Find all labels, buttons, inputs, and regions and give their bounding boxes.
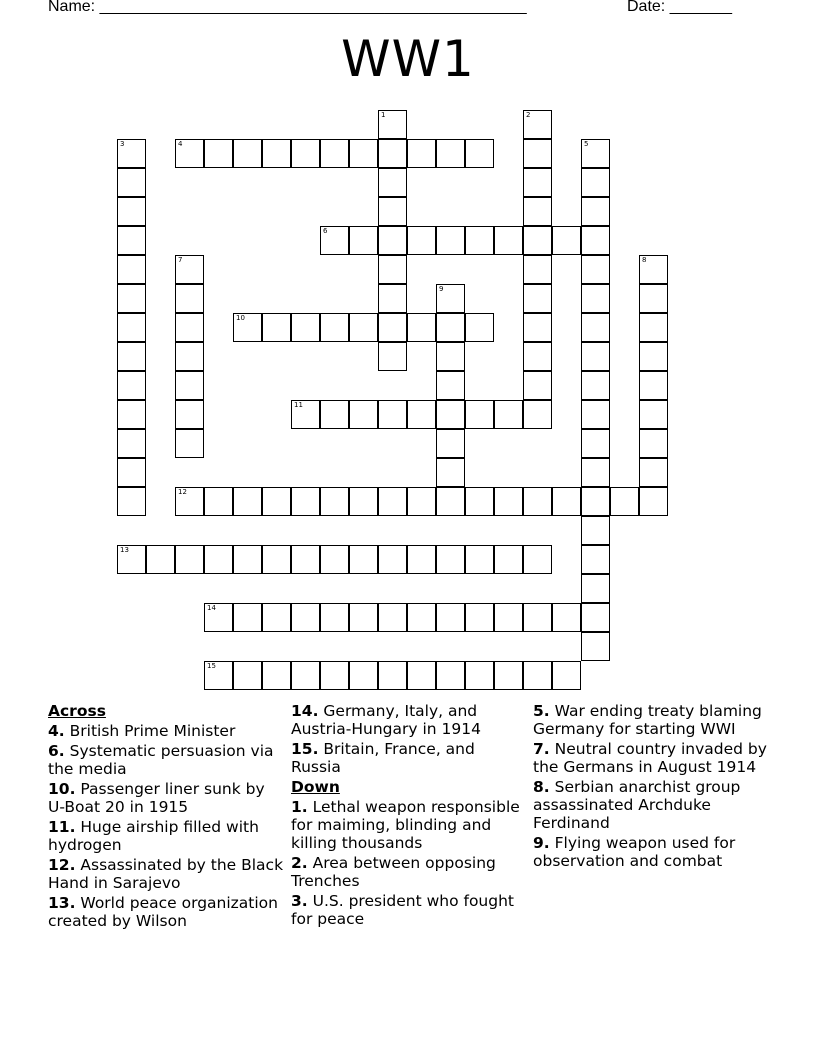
grid-cell[interactable] [378, 255, 407, 284]
grid-cell[interactable] [465, 661, 494, 690]
grid-cell[interactable] [581, 603, 610, 632]
grid-cell[interactable] [204, 545, 233, 574]
cell-number: 14 [207, 604, 216, 612]
grid-cell[interactable] [349, 400, 378, 429]
grid-cell[interactable] [465, 139, 494, 168]
clue-down-7 [533, 740, 769, 776]
grid-cell[interactable] [436, 284, 465, 313]
grid-cell[interactable] [233, 487, 262, 516]
grid-cell[interactable] [262, 545, 291, 574]
grid-cell[interactable] [291, 139, 320, 168]
clue-across-13 [48, 894, 284, 930]
grid-cell[interactable] [262, 487, 291, 516]
grid-cell[interactable] [581, 516, 610, 545]
grid-cell[interactable] [523, 139, 552, 168]
clue-across-14 [291, 702, 527, 738]
grid-cell[interactable] [378, 226, 407, 255]
grid-cell[interactable] [117, 313, 146, 342]
grid-cell[interactable] [320, 313, 349, 342]
grid-cell[interactable] [117, 197, 146, 226]
grid-cell[interactable] [407, 545, 436, 574]
clue-across-11 [48, 818, 284, 854]
clue-text: Serbian anarchist group assassinated Archduke Ferdinand [533, 778, 741, 832]
grid-cell[interactable] [581, 632, 610, 661]
cell-number: 7 [178, 256, 183, 264]
grid-cell[interactable] [262, 139, 291, 168]
grid-cell[interactable] [204, 661, 233, 690]
grid-cell[interactable] [407, 139, 436, 168]
grid-cell[interactable] [175, 255, 204, 284]
grid-cell[interactable] [117, 139, 146, 168]
clue-across-6 [48, 742, 284, 778]
clue-number: 15. [291, 740, 319, 758]
grid-cell[interactable] [581, 458, 610, 487]
clue-text: Lethal weapon responsible for maiming, blinding and killing thousands [291, 798, 520, 852]
grid-cell[interactable] [581, 284, 610, 313]
grid-cell[interactable] [320, 545, 349, 574]
grid-cell[interactable] [494, 226, 523, 255]
page-title: WW1 [341, 30, 475, 88]
clue-number: 14. [291, 702, 319, 720]
grid-cell[interactable] [494, 545, 523, 574]
grid-cell[interactable] [407, 661, 436, 690]
grid-cell[interactable] [639, 487, 668, 516]
grid-cell[interactable] [436, 487, 465, 516]
grid-cell[interactable] [378, 661, 407, 690]
grid-cell[interactable] [523, 400, 552, 429]
grid-cell[interactable] [581, 574, 610, 603]
clue-text: Britain, France, and Russia [291, 740, 475, 776]
grid-cell[interactable] [523, 371, 552, 400]
grid-cell[interactable] [378, 313, 407, 342]
grid-cell[interactable] [436, 661, 465, 690]
grid-cell[interactable] [407, 400, 436, 429]
grid-cell[interactable] [117, 284, 146, 313]
grid-cell[interactable] [378, 168, 407, 197]
grid-cell[interactable] [639, 429, 668, 458]
grid-cell[interactable] [581, 197, 610, 226]
grid-cell[interactable] [639, 400, 668, 429]
clue-across-15 [291, 740, 527, 776]
grid-cell[interactable] [291, 603, 320, 632]
grid-cell[interactable] [581, 168, 610, 197]
grid-cell[interactable] [581, 545, 610, 574]
grid-cell[interactable] [639, 458, 668, 487]
clue-number: 1. [291, 798, 308, 816]
clue-across-10 [48, 780, 284, 816]
clue-text: British Prime Minister [69, 722, 236, 740]
grid-cell[interactable] [552, 487, 581, 516]
grid-cell[interactable] [436, 371, 465, 400]
grid-cell[interactable] [436, 458, 465, 487]
cell-number: 4 [178, 140, 183, 148]
grid-cell[interactable] [407, 487, 436, 516]
grid-cell[interactable] [523, 168, 552, 197]
grid-cell[interactable] [581, 342, 610, 371]
grid-cell[interactable] [378, 342, 407, 371]
grid-cell[interactable] [349, 139, 378, 168]
grid-cell[interactable] [465, 313, 494, 342]
grid-cell[interactable] [552, 603, 581, 632]
cell-number: 10 [236, 314, 245, 322]
grid-cell[interactable] [349, 603, 378, 632]
clue-down-8 [533, 778, 769, 832]
grid-cell[interactable] [349, 313, 378, 342]
grid-cell[interactable] [349, 545, 378, 574]
grid-cell[interactable] [233, 661, 262, 690]
grid-cell[interactable] [378, 284, 407, 313]
clue-across-4 [48, 722, 284, 740]
cell-number: 2 [526, 111, 531, 119]
grid-cell[interactable] [117, 545, 146, 574]
clue-text: Germany, Italy, and Austria-Hungary in 1914 [291, 702, 481, 738]
clue-text: Huge airship filled with hydrogen [48, 818, 259, 854]
clue-across-12 [48, 856, 284, 892]
grid-cell[interactable] [117, 168, 146, 197]
grid-cell[interactable] [117, 487, 146, 516]
grid-cell[interactable] [465, 226, 494, 255]
grid-cell[interactable] [436, 139, 465, 168]
grid-cell[interactable] [378, 197, 407, 226]
grid-cell[interactable] [175, 342, 204, 371]
grid-cell[interactable] [523, 284, 552, 313]
clue-down-1 [291, 798, 527, 852]
grid-cell[interactable] [320, 487, 349, 516]
grid-cell[interactable] [639, 371, 668, 400]
grid-cell[interactable] [262, 603, 291, 632]
grid-cell[interactable] [639, 284, 668, 313]
grid-cell[interactable] [407, 226, 436, 255]
grid-cell[interactable] [175, 371, 204, 400]
grid-cell[interactable] [407, 603, 436, 632]
grid-cell[interactable] [233, 603, 262, 632]
clue-number: 10. [48, 780, 76, 798]
grid-cell[interactable] [117, 371, 146, 400]
grid-cell[interactable] [523, 661, 552, 690]
cell-number: 5 [584, 140, 589, 148]
grid-cell[interactable] [523, 110, 552, 139]
grid-cell[interactable] [320, 603, 349, 632]
cell-number: 13 [120, 546, 129, 554]
clue-number: 8. [533, 778, 550, 796]
grid-cell[interactable] [349, 487, 378, 516]
clue-text: Systematic persuasion via the media [48, 742, 274, 778]
grid-cell[interactable] [552, 226, 581, 255]
cell-number: 12 [178, 488, 187, 496]
grid-cell[interactable] [523, 603, 552, 632]
grid-cell[interactable] [378, 110, 407, 139]
grid-cell[interactable] [581, 255, 610, 284]
cell-number: 1 [381, 111, 386, 119]
grid-cell[interactable] [117, 226, 146, 255]
grid-cell[interactable] [175, 487, 204, 516]
cell-number: 3 [120, 140, 125, 148]
grid-cell[interactable] [465, 545, 494, 574]
grid-cell[interactable] [378, 603, 407, 632]
grid-cell[interactable] [117, 458, 146, 487]
grid-cell[interactable] [117, 429, 146, 458]
clue-number: 4. [48, 722, 65, 740]
grid-cell[interactable] [465, 487, 494, 516]
clue-text: U.S. president who fought for peace [291, 892, 514, 928]
grid-cell[interactable] [639, 255, 668, 284]
cell-number: 15 [207, 662, 216, 670]
clue-number: 9. [533, 834, 550, 852]
date-field-label: Date: _______ [627, 0, 732, 15]
clue-down-3 [291, 892, 527, 928]
grid-cell[interactable] [523, 342, 552, 371]
grid-cell[interactable] [581, 226, 610, 255]
grid-cell[interactable] [262, 313, 291, 342]
grid-cell[interactable] [523, 197, 552, 226]
grid-cell[interactable] [581, 139, 610, 168]
clue-down-2 [291, 854, 527, 890]
clue-text: Flying weapon used for observation and combat [533, 834, 736, 870]
grid-cell[interactable] [378, 139, 407, 168]
grid-cell[interactable] [117, 342, 146, 371]
across-heading: Across [48, 702, 106, 720]
grid-cell[interactable] [117, 400, 146, 429]
grid-cell[interactable] [581, 400, 610, 429]
grid-cell[interactable] [494, 603, 523, 632]
grid-cell[interactable] [494, 487, 523, 516]
name-field-label: Name: ________________________________________________ [48, 0, 527, 15]
grid-cell[interactable] [117, 255, 146, 284]
clue-text: Neutral country invaded by the Germans in August 1914 [533, 740, 767, 776]
cell-number: 6 [323, 227, 328, 235]
clue-text: Area between opposing Trenches [291, 854, 496, 890]
grid-cell[interactable] [436, 342, 465, 371]
clue-number: 6. [48, 742, 65, 760]
grid-cell[interactable] [291, 487, 320, 516]
grid-cell[interactable] [204, 139, 233, 168]
grid-cell[interactable] [552, 661, 581, 690]
grid-cell[interactable] [436, 313, 465, 342]
grid-cell[interactable] [146, 545, 175, 574]
grid-cell[interactable] [233, 313, 262, 342]
clue-down-9 [533, 834, 769, 870]
clue-text: War ending treaty blaming Germany for starting WWI [533, 702, 762, 738]
grid-cell[interactable] [581, 429, 610, 458]
cell-number: 11 [294, 401, 303, 409]
clue-down-5 [533, 702, 769, 738]
grid-cell[interactable] [291, 400, 320, 429]
clue-text: Assassinated by the Black Hand in Sarajevo [48, 856, 284, 892]
grid-cell[interactable] [494, 661, 523, 690]
grid-cell[interactable] [523, 226, 552, 255]
clue-text: Passenger liner sunk by U-Boat 20 in 1915 [48, 780, 265, 816]
grid-cell[interactable] [465, 603, 494, 632]
grid-cell[interactable] [349, 226, 378, 255]
grid-cell[interactable] [291, 661, 320, 690]
grid-cell[interactable] [175, 284, 204, 313]
grid-cell[interactable] [175, 400, 204, 429]
clue-number: 11. [48, 818, 76, 836]
grid-cell[interactable] [320, 400, 349, 429]
grid-cell[interactable] [581, 313, 610, 342]
down-heading: Down [291, 778, 340, 796]
grid-cell[interactable] [581, 487, 610, 516]
clue-column-2 [291, 702, 527, 930]
grid-cell[interactable] [175, 545, 204, 574]
grid-cell[interactable] [320, 139, 349, 168]
cell-number: 9 [439, 285, 444, 293]
grid-cell[interactable] [523, 255, 552, 284]
grid-cell[interactable] [465, 400, 494, 429]
grid-cell[interactable] [320, 661, 349, 690]
grid-cell[interactable] [320, 226, 349, 255]
clue-number: 5. [533, 702, 550, 720]
grid-cell[interactable] [436, 400, 465, 429]
grid-cell[interactable] [639, 342, 668, 371]
grid-cell[interactable] [175, 429, 204, 458]
clue-number: 3. [291, 892, 308, 910]
clue-number: 13. [48, 894, 76, 912]
clue-column-3 [533, 702, 769, 872]
grid-cell[interactable] [581, 371, 610, 400]
clue-column-1 [48, 702, 284, 932]
grid-cell[interactable] [175, 313, 204, 342]
grid-cell[interactable] [378, 545, 407, 574]
grid-cell[interactable] [291, 545, 320, 574]
grid-cell[interactable] [407, 313, 436, 342]
grid-cell[interactable] [436, 603, 465, 632]
grid-cell[interactable] [204, 603, 233, 632]
cell-number: 8 [642, 256, 647, 264]
grid-cell[interactable] [639, 313, 668, 342]
grid-cell[interactable] [436, 429, 465, 458]
grid-cell[interactable] [378, 400, 407, 429]
clue-number: 7. [533, 740, 550, 758]
grid-cell[interactable] [233, 545, 262, 574]
grid-cell[interactable] [349, 661, 378, 690]
grid-cell[interactable] [610, 487, 639, 516]
grid-cell[interactable] [262, 661, 291, 690]
grid-cell[interactable] [436, 226, 465, 255]
clue-number: 12. [48, 856, 76, 874]
grid-cell[interactable] [291, 313, 320, 342]
grid-cell[interactable] [523, 313, 552, 342]
clue-text: World peace organization created by Wilson [48, 894, 278, 930]
grid-cell[interactable] [175, 139, 204, 168]
grid-cell[interactable] [523, 545, 552, 574]
clue-number: 2. [291, 854, 308, 872]
grid-cell[interactable] [436, 545, 465, 574]
grid-cell[interactable] [523, 487, 552, 516]
grid-cell[interactable] [204, 487, 233, 516]
grid-cell[interactable] [233, 139, 262, 168]
grid-cell[interactable] [378, 487, 407, 516]
grid-cell[interactable] [494, 400, 523, 429]
